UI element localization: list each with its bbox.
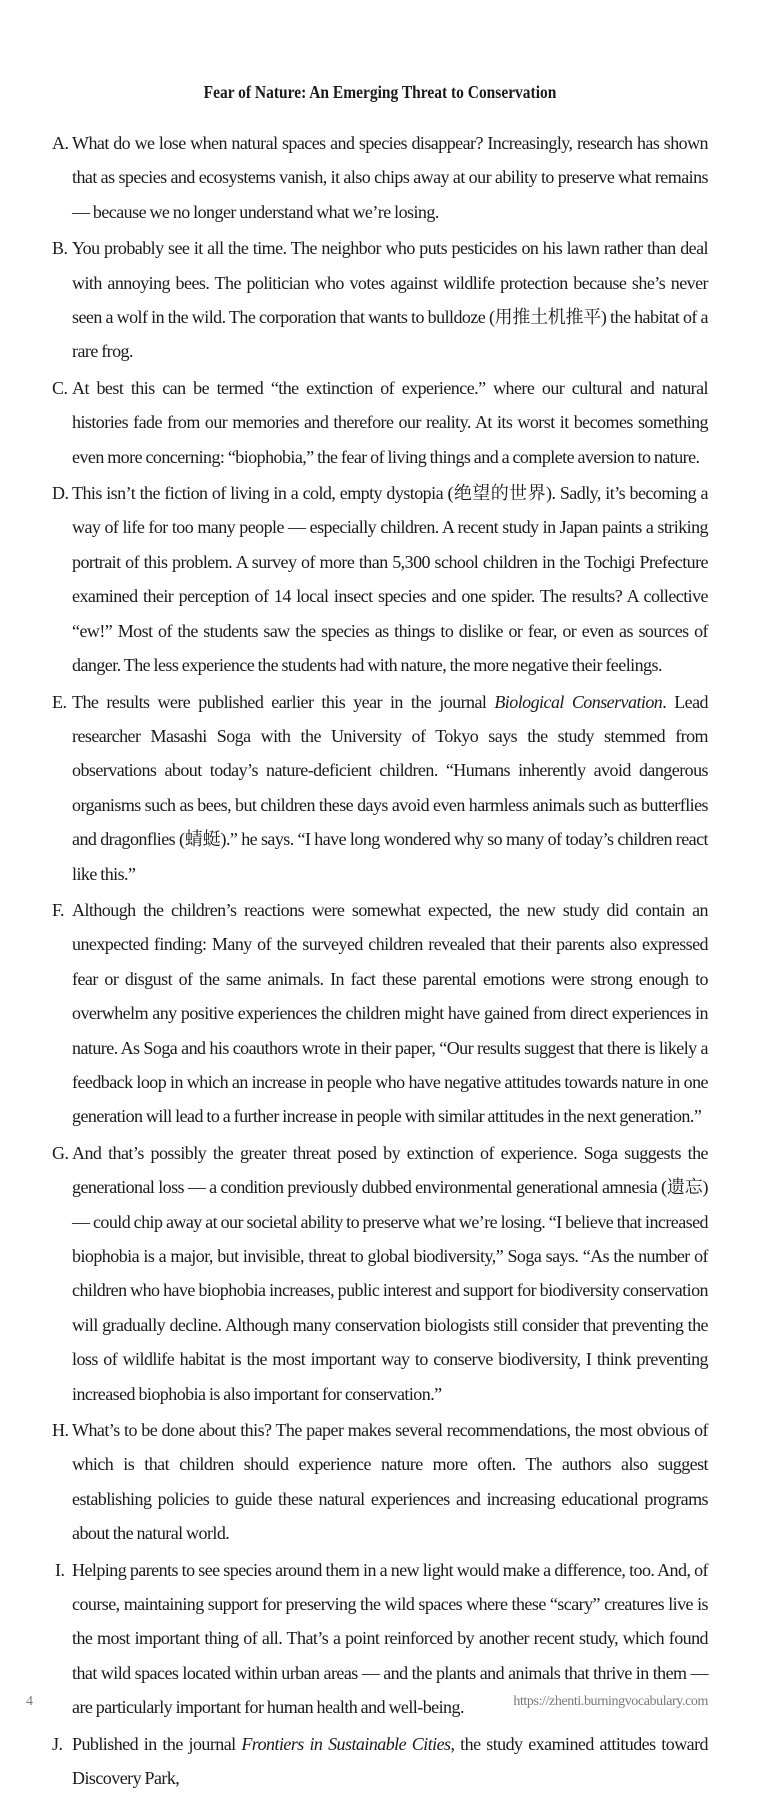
paragraph-letter: C. bbox=[52, 377, 68, 398]
paragraph-j bbox=[52, 1727, 708, 1796]
page-number: 4 bbox=[26, 1694, 33, 1709]
paragraph-c bbox=[52, 371, 708, 474]
paragraph-letter: D. bbox=[52, 483, 69, 504]
paragraph-letter: E. bbox=[52, 691, 67, 712]
paragraph-letter: G. bbox=[52, 1142, 69, 1163]
paragraph-text: What do we lose when natural spaces and species disappear? Increasingly, research has shown that as species and ecosystems vanish, it also chips away at our ability to preserve what remains — because we no longer understand what we’re losing. bbox=[72, 133, 708, 222]
paragraph-text: Although the children’s reactions were somewhat expected, the new study did contain an unexpected finding: Many of the surveyed children revealed that their parents also expressed fear or disgust of the same animals. In fact these parental emotions were strong enough to overwhelm any positive experiences the children might have gained from direct experiences in nature. As Soga and his coauthors wrote in their paper, “Our results suggest that there is likely a feedback loop in which an increase in people who have negative attitudes towards nature in one generation will lead to a further increase in people with similar attitudes in the next generation.” bbox=[72, 899, 708, 1127]
paragraph-text-before: The results were published earlier this year in the journal bbox=[72, 691, 495, 712]
paragraph-text: And that’s possibly the greater threat posed by extinction of experience. Soga suggests the generational loss — a condition previously dubbed environmental generational amnesia (遗忘) — could chip away at our societal ability to preserve what we’re losing. “I believe that increased biophobia is a major, but invisible, threat to global biodiversity,” Soga says. “As the number of children who have biophobia increases, public interest and support for biodiversity conservation will gradually decline. Although many conservation biologists still consider that preventing the loss of wildlife habitat is the most important way to conserve biodiversity, I think preventing increased biophobia is also important for conservation.” bbox=[72, 1142, 708, 1404]
paragraph-a bbox=[52, 126, 708, 229]
source-url: https://zhenti.burningvocabulary.com bbox=[513, 1694, 708, 1709]
article-title: Fear of Nature: An Emerging Threat to Conservation bbox=[203, 82, 557, 102]
paragraph-text: What’s to be done about this? The paper makes several recommendations, the most obvious of which is that children should experience nature more often. The authors also suggest establishing policies to guide these natural experiences and increasing educational programs about the natural world. bbox=[72, 1420, 708, 1544]
paragraph-f bbox=[52, 893, 708, 1134]
paragraph-letter: F. bbox=[52, 899, 64, 920]
paragraph-letter: H. bbox=[52, 1420, 69, 1441]
paragraph-letter: J. bbox=[52, 1733, 63, 1754]
paragraph-letter: I. bbox=[55, 1559, 65, 1580]
paragraph-text-after: . Lead researcher Masashi Soga with the University of Tokyo says the study stemmed from observations about today’s nature-deficient children. “Humans inherently avoid dangerous organisms such as bees, but children these days avoid even harmless animals such as butterflies and dragonflies (蜻蜓).” he says. “I have long wondered why so many of today’s children react like this.” bbox=[72, 691, 708, 884]
paragraph-h bbox=[52, 1413, 708, 1551]
paragraph-text: This isn’t the fiction of living in a cold, empty dystopia (绝望的世界). Sadly, it’s becoming a way of life for too many people — especially children. A recent study in Japan paints a striking portrait of this problem. A survey of more than 5,300 school children in the Tochigi Prefecture examined their perception of 14 local insect species and one spider. The results? A collective “ew!” Most of the students saw the species as things to dislike or fear, or even as sources of danger. The less experience the students had with nature, the more negative their feelings. bbox=[72, 483, 708, 676]
paragraph-text: Helping parents to see species around them in a new light would make a difference, too. And, of course, maintaining support for preserving the wild spaces where these “scary” creatures live is the most important thing of all. That’s a point reinforced by another recent study, which found that wild spaces located within urban areas — and the plants and animals that thrive in them — are particularly important for human health and well-being. bbox=[72, 1559, 708, 1718]
paragraph-d bbox=[52, 476, 708, 682]
paragraph-text-after: , the study examined attitudes toward Discovery Park, bbox=[72, 1733, 708, 1789]
paragraph-letter: A. bbox=[52, 133, 69, 153]
paragraph-g bbox=[52, 1136, 708, 1411]
journal-name: Biological Conservation bbox=[494, 691, 663, 712]
paragraph-b bbox=[52, 231, 708, 369]
paragraph-text: At best this can be termed “the extinction of experience.” where our cultural and natural histories fade from our memories and therefore our reality. At its worst it becomes something even more concerning: “biophobia,” the fear of living things and a complete aversion to nature. bbox=[72, 377, 708, 467]
paragraph-text-before: Published in the journal bbox=[72, 1733, 242, 1754]
paragraph-text: You probably see it all the time. The neighbor who puts pesticides on his lawn rather than deal with annoying bees. The politician who votes against wildlife protection because she’s never seen a wolf in the wild. The corporation that wants to bulldoze (用推土机推平) the habitat of a rare frog. bbox=[72, 238, 708, 362]
paragraph-letter: B. bbox=[52, 238, 68, 259]
paragraph-e bbox=[52, 685, 708, 891]
journal-name: Frontiers in Sustainable Cities bbox=[241, 1733, 451, 1754]
article-body bbox=[52, 126, 708, 1798]
